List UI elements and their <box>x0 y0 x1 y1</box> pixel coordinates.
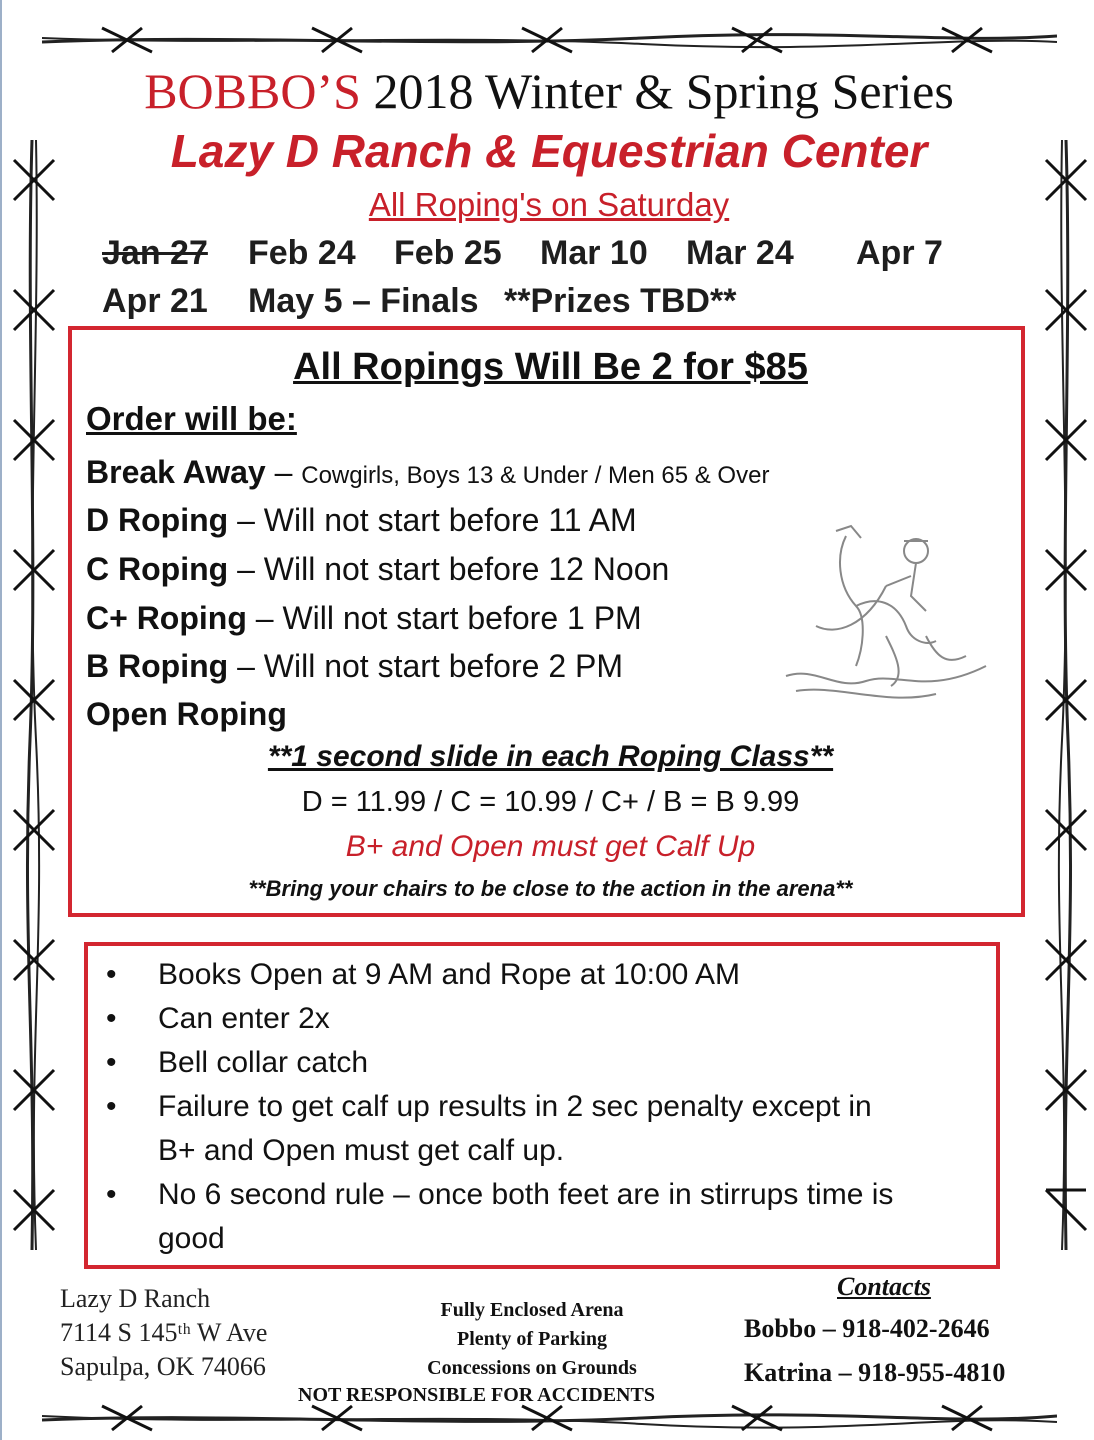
order-item-c-plus-roping: C+ Roping – Will not start before 1 PM <box>86 600 642 636</box>
info-box <box>84 942 1000 1269</box>
contact-katrina: Katrina – 918-955-4810 <box>744 1358 1006 1387</box>
feature-line: Plenty of Parking <box>457 1328 607 1350</box>
day-note: All Roping's on Saturday <box>368 186 730 223</box>
barbed-wire-top-icon <box>42 20 1057 60</box>
class-times: D = 11.99 / C = 10.99 / C+ / B = B 9.99 <box>301 786 800 818</box>
barbed-wire-right-icon <box>1042 140 1092 1250</box>
series-title <box>2 62 1094 120</box>
rules-box <box>68 326 1025 917</box>
contact-bobbo: Bobbo – 918-402-2646 <box>744 1314 990 1343</box>
date-item: Feb 24 <box>248 234 356 272</box>
date-item: Mar 10 <box>540 234 648 272</box>
bullet-icon: • <box>106 1002 117 1035</box>
order-item-open-roping: Open Roping <box>86 696 287 732</box>
bullet-icon: • <box>106 1178 117 1211</box>
order-item-d-roping: D Roping – Will not start before 11 AM <box>86 502 637 538</box>
team-roping-illustration-icon <box>776 516 996 716</box>
order-heading: Order will be: <box>86 400 297 437</box>
order-item-b-roping: B Roping – Will not start before 2 PM <box>86 648 623 684</box>
date-item: Feb 25 <box>394 234 502 272</box>
info-item: Books Open at 9 AM and Rope at 10:00 AM <box>158 958 741 991</box>
calf-up-note: B+ and Open must get Calf Up <box>345 830 756 863</box>
address-line: 7114 S 145ᵗʰ W Ave <box>60 1318 268 1347</box>
info-item: Can enter 2x <box>158 1002 330 1035</box>
info-item-continued: good <box>158 1222 225 1255</box>
feature-line: Concessions on Grounds <box>427 1357 637 1379</box>
venue-title: Lazy D Ranch & Equestrian Center <box>170 125 928 177</box>
prizes-note: **Prizes TBD** <box>504 282 737 320</box>
order-item-break-away: Break Away – Cowgirls, Boys 13 & Under / Men 65 & Over <box>86 454 770 490</box>
contacts-heading: Contacts <box>837 1272 931 1301</box>
date-cancelled: Jan 27 <box>102 234 208 272</box>
date-item: Apr 21 <box>102 282 208 320</box>
venue-address <box>60 1282 267 1384</box>
chairs-note: **Bring your chairs to be close to the action in the arena** <box>248 876 853 901</box>
info-item: No 6 second rule – once both feet are in stirrups time is <box>158 1178 894 1211</box>
bullet-icon: • <box>106 958 117 991</box>
bullet-icon: • <box>106 1090 117 1123</box>
address-line: Lazy D Ranch <box>60 1284 211 1313</box>
date-item: Apr 7 <box>856 234 943 272</box>
feature-line: Fully Enclosed Arena <box>440 1299 624 1321</box>
order-item-c-roping: C Roping – Will not start before 12 Noon <box>86 551 670 587</box>
series-name: 2018 Winter & Spring Series <box>373 63 954 119</box>
info-item: Failure to get calf up results in 2 sec penalty except in <box>158 1090 872 1123</box>
bullet-icon: • <box>106 1046 117 1079</box>
date-item: Mar 24 <box>686 234 794 272</box>
info-item: Bell collar catch <box>158 1046 369 1079</box>
slide-note: **1 second slide in each Roping Class** <box>267 740 834 773</box>
price-heading: All Ropings Will Be 2 for $85 <box>293 346 808 388</box>
brand-name: BOBBO’S <box>144 63 361 119</box>
info-item-continued: B+ and Open must get calf up. <box>158 1134 565 1167</box>
barbed-wire-left-icon <box>8 140 58 1250</box>
date-finals: May 5 – Finals <box>248 282 479 320</box>
address-line: Sapulpa, OK 74066 <box>60 1352 266 1381</box>
venue-features <box>382 1296 682 1383</box>
disclaimer: NOT RESPONSIBLE FOR ACCIDENTS <box>298 1384 655 1406</box>
